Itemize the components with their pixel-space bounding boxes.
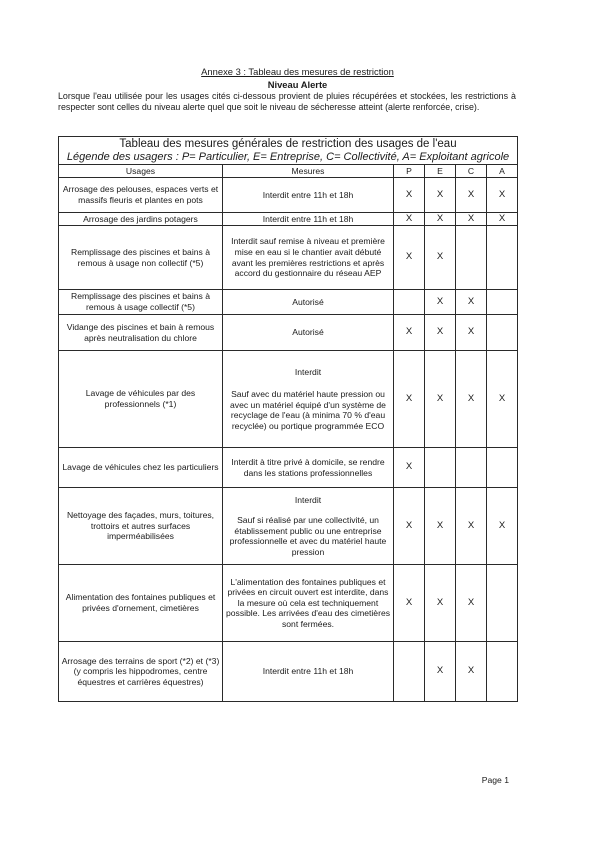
mesure-cell xyxy=(223,488,394,565)
p-cell: X xyxy=(394,351,425,448)
table-legend: Légende des usagers : P= Particulier, E= Entreprise, C= Collectivité, A= Exploitant agricole xyxy=(59,151,518,165)
table-row xyxy=(59,290,518,315)
p-cell: X xyxy=(394,178,425,213)
p-cell xyxy=(394,642,425,702)
mesure-cell xyxy=(223,351,394,448)
a-cell xyxy=(487,565,518,642)
c-cell: X xyxy=(456,565,487,642)
mesure-cell: Interdit entre 11h et 18h xyxy=(223,642,394,702)
p-cell: X xyxy=(394,213,425,226)
e-cell: X xyxy=(425,315,456,351)
table-row xyxy=(59,351,518,448)
mesure-detail: Sauf avec du matériel haute pression ou avec un matériel équipé d'un système de recyclage de l'eau (à minima 70 % d'eau recyclée) ou portique programmée ECO xyxy=(230,389,386,431)
table-row xyxy=(59,315,518,351)
a-cell: X xyxy=(487,178,518,213)
usage-cell: Nettoyage des façades, murs, toitures, trottoirs et autres surfaces imperméabilisées xyxy=(59,488,223,565)
table-row xyxy=(59,642,518,702)
e-cell: X xyxy=(425,351,456,448)
intro-paragraph: Lorsque l'eau utilisée pour les usages cités ci-dessous provient de pluies récupérées et stockées, les restrictions à respecter sont celles du niveau alerte quel que soit le niveau de sécheresse atteint (alerte renforcée, crise). xyxy=(58,91,516,113)
e-cell: X xyxy=(425,565,456,642)
mesure-heading: Interdit xyxy=(294,366,322,377)
usage-cell: Lavage de véhicules par des professionnels (*1) xyxy=(59,351,223,448)
table-row xyxy=(59,488,518,565)
c-cell: X xyxy=(456,351,487,448)
table-title-row xyxy=(59,137,518,152)
level-title: Niveau Alerte xyxy=(267,79,328,90)
col-header-a: A xyxy=(487,165,518,178)
a-cell xyxy=(487,226,518,290)
e-cell: X xyxy=(425,488,456,565)
column-header-row xyxy=(59,165,518,178)
p-cell xyxy=(394,290,425,315)
c-cell: X xyxy=(456,488,487,565)
e-cell: X xyxy=(425,226,456,290)
usage-cell: Arrosage des terrains de sport (*2) et (*3) (y compris les hippodromes, centre équestres et carrières équestres) xyxy=(59,642,223,702)
p-cell: X xyxy=(394,448,425,488)
p-cell: X xyxy=(394,488,425,565)
a-cell xyxy=(487,448,518,488)
p-cell: X xyxy=(394,226,425,290)
e-cell: X xyxy=(425,178,456,213)
usage-cell: Remplissage des piscines et bains à remous à usage collectif (*5) xyxy=(59,290,223,315)
usage-cell: Arrosage des jardins potagers xyxy=(59,213,223,226)
mesure-detail: Sauf si réalisé par une collectivité, un établissement public ou une entreprise professionnelle et avec du matériel haute pression xyxy=(229,515,387,557)
c-cell: X xyxy=(456,642,487,702)
e-cell xyxy=(425,448,456,488)
table-row xyxy=(59,213,518,226)
c-cell: X xyxy=(456,290,487,315)
restrictions-table-container xyxy=(58,136,517,702)
a-cell xyxy=(487,290,518,315)
p-cell: X xyxy=(394,565,425,642)
table-row xyxy=(59,226,518,290)
usage-cell: Arrosage des pelouses, espaces verts et massifs fleuris et plantes en pots xyxy=(59,178,223,213)
table-row xyxy=(59,178,518,213)
table-title: Tableau des mesures générales de restriction des usages de l'eau xyxy=(59,137,518,152)
usage-cell: Lavage de véhicules chez les particuliers xyxy=(59,448,223,488)
mesure-cell: Interdit sauf remise à niveau et première mise en eau si le chantier avait débuté avant les premières restrictions et après accord du gestionnaire du réseau AEP xyxy=(223,226,394,290)
e-cell: X xyxy=(425,290,456,315)
table-row xyxy=(59,565,518,642)
a-cell xyxy=(487,315,518,351)
a-cell: X xyxy=(487,488,518,565)
page-number: Page 1 xyxy=(481,775,509,785)
mesure-cell: Interdit entre 11h et 18h xyxy=(223,178,394,213)
col-header-e: E xyxy=(425,165,456,178)
col-header-c: C xyxy=(456,165,487,178)
a-cell xyxy=(487,642,518,702)
mesure-cell: Autorisé xyxy=(223,290,394,315)
col-header-usages: Usages xyxy=(59,165,223,178)
mesure-heading: Interdit xyxy=(294,494,322,505)
usage-cell: Remplissage des piscines et bains à remous à usage non collectif (*5) xyxy=(59,226,223,290)
mesure-cell: Autorisé xyxy=(223,315,394,351)
table-legend-row xyxy=(59,151,518,165)
c-cell: X xyxy=(456,315,487,351)
c-cell xyxy=(456,448,487,488)
mesure-cell: Interdit entre 11h et 18h xyxy=(223,213,394,226)
mesure-cell: L'alimentation des fontaines publiques et privées en circuit ouvert est interdite, dans la mesure où cela est techniquement possible. Les arrivées d'eau des cimetières sont fermées. xyxy=(223,565,394,642)
c-cell: X xyxy=(456,213,487,226)
a-cell: X xyxy=(487,351,518,448)
usage-cell: Vidange des piscines et bain à remous après neutralisation du chlore xyxy=(59,315,223,351)
annex-title: Annexe 3 : Tableau des mesures de restriction xyxy=(201,66,394,77)
c-cell xyxy=(456,226,487,290)
col-header-mesures: Mesures xyxy=(223,165,394,178)
mesure-cell: Interdit à titre privé à domicile, se rendre dans les stations professionnelles xyxy=(223,448,394,488)
restrictions-table xyxy=(58,136,518,702)
e-cell: X xyxy=(425,213,456,226)
usage-cell: Alimentation des fontaines publiques et privées d'ornement, cimetières xyxy=(59,565,223,642)
p-cell: X xyxy=(394,315,425,351)
col-header-p: P xyxy=(394,165,425,178)
c-cell: X xyxy=(456,178,487,213)
e-cell: X xyxy=(425,642,456,702)
table-row xyxy=(59,448,518,488)
a-cell: X xyxy=(487,213,518,226)
